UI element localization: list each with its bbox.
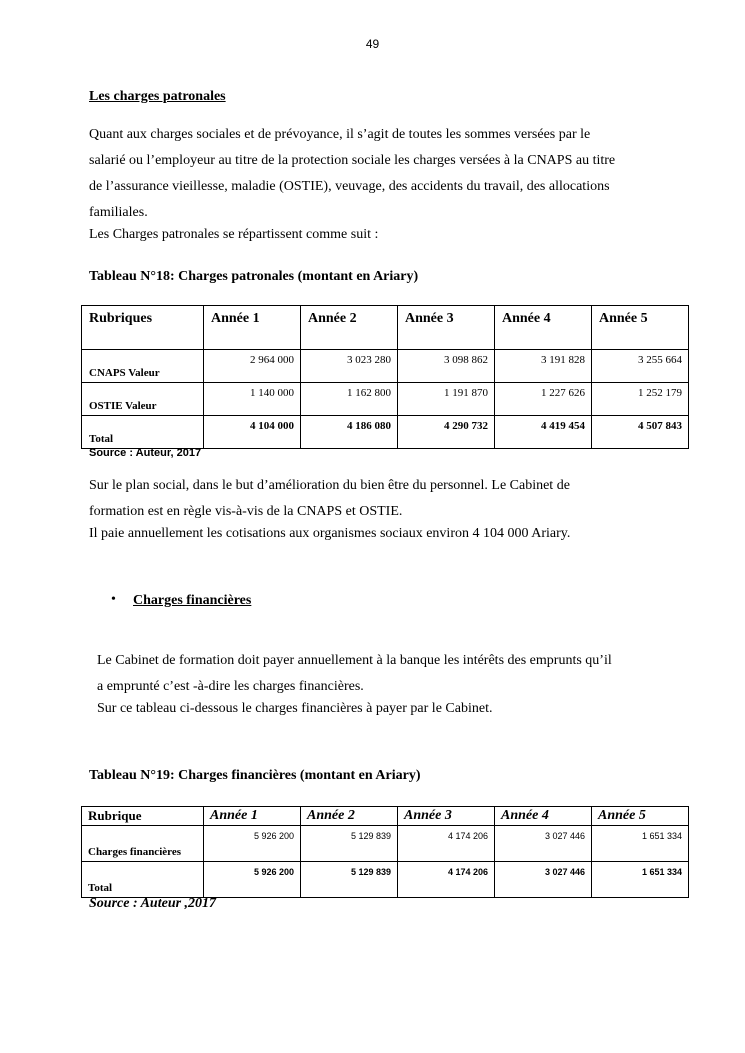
value-cell: 1 651 334 [592, 826, 689, 862]
paragraph-plan-social [89, 473, 570, 547]
row-label-cell: Total [82, 416, 204, 449]
paragraph-line: de l’assurance vieillesse, maladie (OSTIE), veuvage, des accidents du travail, des allocations [89, 179, 610, 194]
table-charges-financieres [81, 806, 689, 898]
bullet-icon: • [111, 592, 116, 607]
value-cell: 1 227 626 [495, 383, 592, 416]
total-value-cell: 3 027 446 [495, 862, 592, 898]
table18-caption: Tableau N°18: Charges patronales (montant en Ariary) [89, 269, 419, 284]
header-cell: Année 5 [592, 807, 689, 826]
table18-source: Source : Auteur, 2017 [89, 447, 202, 459]
header-cell: Année 4 [495, 807, 592, 826]
page-number: 49 [365, 37, 380, 51]
total-value-cell: 5 129 839 [301, 862, 398, 898]
value-cell: 1 140 000 [204, 383, 301, 416]
paragraph-line: Le Cabinet de formation doit payer annuellement à la banque les intérêts des emprunts qu’il [97, 653, 612, 668]
paragraph-line: Sur ce tableau ci-dessous le charges financières à payer par le Cabinet. [97, 701, 493, 716]
value-cell: 3 191 828 [495, 350, 592, 383]
paragraph-line: formation est en règle vis-à-vis de la CNAPS et OSTIE. [89, 504, 403, 519]
value-cell: 5 129 839 [301, 826, 398, 862]
paragraph-line: Les Charges patronales se répartissent comme suit : [89, 227, 379, 242]
paragraph-charges-financieres [97, 648, 612, 722]
table-total-row [82, 862, 689, 898]
table-header-row [82, 306, 689, 350]
value-cell: 3 098 862 [398, 350, 495, 383]
value-cell: 3 027 446 [495, 826, 592, 862]
total-value-cell: 4 104 000 [204, 416, 301, 449]
total-value-cell: 1 651 334 [592, 862, 689, 898]
value-cell: 5 926 200 [204, 826, 301, 862]
header-cell: Année 4 [495, 306, 592, 350]
total-value-cell: 4 419 454 [495, 416, 592, 449]
header-cell: Année 5 [592, 306, 689, 350]
value-cell: 1 191 870 [398, 383, 495, 416]
total-value-cell: 4 507 843 [592, 416, 689, 449]
paragraph-line: Il paie annuellement les cotisations aux organismes sociaux environ 4 104 000 Ariary. [89, 526, 571, 541]
row-label-cell: Total [82, 862, 204, 898]
header-cell: Rubrique [82, 807, 204, 826]
table-row [82, 350, 689, 383]
paragraph-charges-patronales [89, 122, 615, 248]
paragraph-line: Quant aux charges sociales et de prévoyance, il s’agit de toutes les sommes versées par le [89, 127, 591, 142]
table-header-row [82, 807, 689, 826]
table19-source: Source : Auteur ,2017 [89, 896, 217, 911]
row-label-cell: OSTIE Valeur [82, 383, 204, 416]
paragraph-line: salarié ou l’employeur au titre de la protection sociale les charges versées à la CNAPS au titre [89, 153, 616, 168]
header-cell: Rubriques [82, 306, 204, 350]
header-cell: Année 1 [204, 306, 301, 350]
header-cell: Année 2 [301, 807, 398, 826]
row-label-cell: CNAPS Valeur [82, 350, 204, 383]
header-cell: Année 1 [204, 807, 301, 826]
section-heading-charges-financieres: Charges financières [133, 593, 252, 608]
value-cell: 2 964 000 [204, 350, 301, 383]
section-heading-charges-patronales: Les charges patronales [89, 89, 226, 104]
value-cell: 4 174 206 [398, 826, 495, 862]
value-cell: 1 162 800 [301, 383, 398, 416]
total-value-cell: 5 926 200 [204, 862, 301, 898]
table-total-row [82, 416, 689, 449]
header-cell: Année 2 [301, 306, 398, 350]
table-row [82, 826, 689, 862]
paragraph-line: familiales. [89, 205, 148, 220]
total-value-cell: 4 290 732 [398, 416, 495, 449]
header-cell: Année 3 [398, 807, 495, 826]
total-value-cell: 4 186 080 [301, 416, 398, 449]
table-row [82, 383, 689, 416]
paragraph-line: a emprunté c’est -à-dire les charges financières. [97, 679, 364, 694]
table-charges-patronales [81, 305, 689, 449]
value-cell: 3 255 664 [592, 350, 689, 383]
table19-caption: Tableau N°19: Charges financières (montant en Ariary) [89, 768, 421, 783]
value-cell: 3 023 280 [301, 350, 398, 383]
total-value-cell: 4 174 206 [398, 862, 495, 898]
value-cell: 1 252 179 [592, 383, 689, 416]
row-label-cell: Charges financières [82, 826, 204, 862]
header-cell: Année 3 [398, 306, 495, 350]
paragraph-line: Sur le plan social, dans le but d’amélioration du bien être du personnel. Le Cabinet de [89, 478, 570, 493]
